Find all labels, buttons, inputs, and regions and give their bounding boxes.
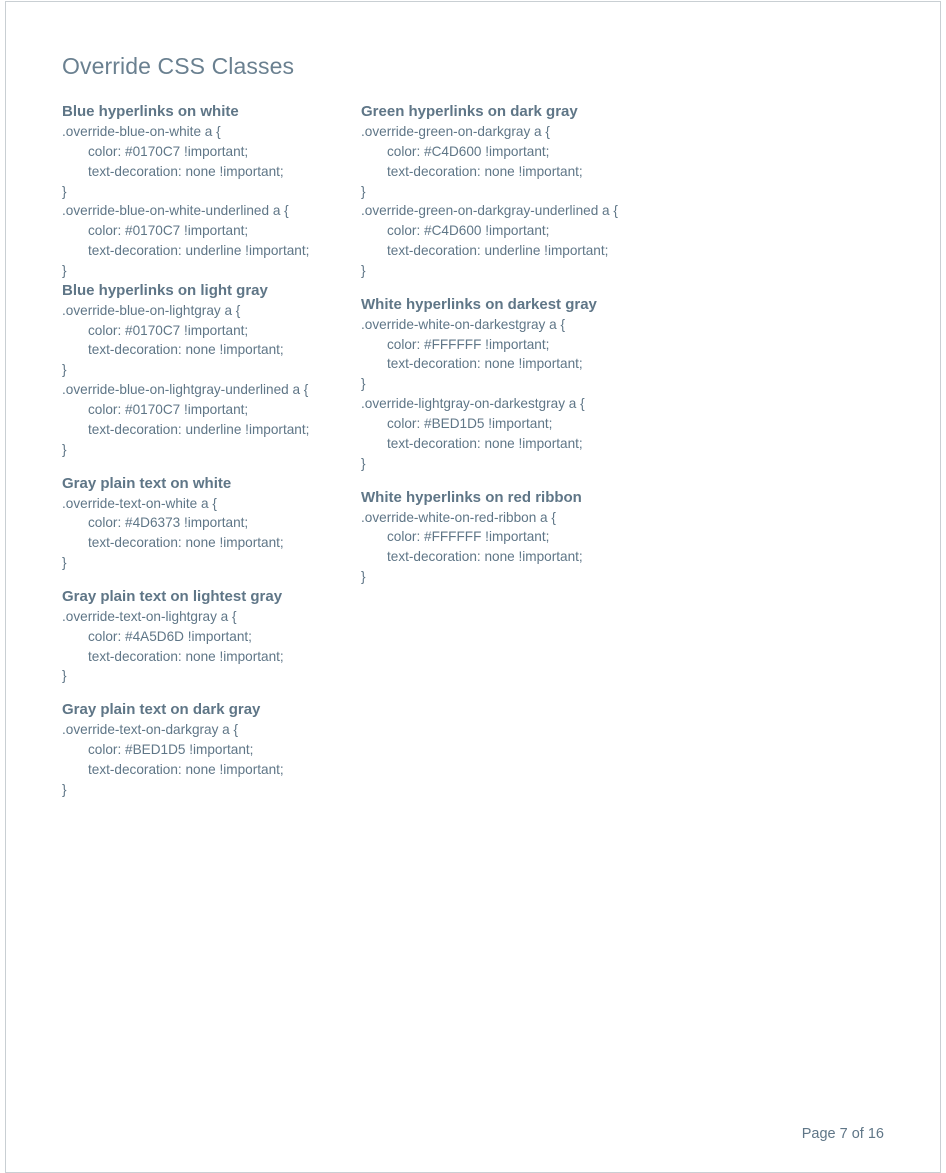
- section-gap: [361, 474, 661, 488]
- section-white-on-darkestgray: [361, 295, 661, 474]
- section-text-on-darkgray: [62, 700, 352, 799]
- css-property: text-decoration: none !important;: [88, 163, 284, 179]
- css-close-brace: }: [361, 376, 366, 392]
- section-gap: [62, 686, 352, 700]
- css-property: color: #C4D600 !important;: [387, 223, 550, 239]
- section-heading: Blue hyperlinks on light gray: [62, 281, 268, 299]
- section-heading: White hyperlinks on darkest gray: [361, 295, 597, 313]
- section-heading: Blue hyperlinks on white: [62, 103, 239, 120]
- css-property: text-decoration: none !important;: [88, 342, 284, 358]
- css-property: text-decoration: none !important;: [387, 356, 583, 372]
- css-close-brace: }: [62, 555, 67, 571]
- css-selector: .override-text-on-darkgray a {: [62, 722, 239, 738]
- page-title: Override CSS Classes: [62, 53, 295, 79]
- section-green-on-darkgray: [361, 102, 661, 281]
- css-property: color: #FFFFFF !important;: [387, 529, 550, 545]
- css-selector: .override-lightgray-on-darkestgray a {: [361, 396, 585, 412]
- section-gap: [361, 281, 661, 295]
- css-property: color: #BED1D5 !important;: [88, 742, 254, 758]
- css-property: text-decoration: none !important;: [88, 761, 284, 777]
- css-selector: .override-text-on-lightgray a {: [62, 608, 237, 624]
- section-gap: [62, 573, 352, 587]
- css-property: text-decoration: none !important;: [88, 535, 284, 551]
- page-number: Page 7 of 16: [801, 1126, 884, 1142]
- css-property: text-decoration: underline !important;: [88, 421, 310, 437]
- css-selector: .override-green-on-darkgray a {: [361, 124, 550, 139]
- css-property: text-decoration: underline !important;: [387, 243, 609, 259]
- section-text-on-lightgray: [62, 587, 352, 686]
- left-column: [62, 102, 352, 800]
- css-property: text-decoration: none !important;: [88, 648, 284, 664]
- css-property: color: #0170C7 !important;: [88, 401, 249, 417]
- css-close-brace: }: [62, 362, 67, 378]
- css-close-brace: }: [62, 781, 67, 797]
- css-property: color: #4D6373 !important;: [88, 515, 249, 531]
- css-selector: .override-blue-on-lightgray a {: [62, 302, 241, 318]
- css-close-brace: }: [361, 262, 366, 278]
- css-property: text-decoration: none !important;: [387, 435, 583, 451]
- css-property: color: #0170C7 !important;: [88, 143, 249, 159]
- css-property: text-decoration: none !important;: [387, 549, 583, 565]
- css-close-brace: }: [62, 441, 67, 457]
- css-close-brace: }: [361, 569, 366, 585]
- css-property: color: #BED1D5 !important;: [387, 415, 553, 431]
- css-property: text-decoration: none !important;: [387, 163, 583, 179]
- css-close-brace: }: [361, 455, 366, 471]
- css-close-brace: }: [62, 262, 67, 278]
- section-heading: Gray plain text on white: [62, 474, 232, 492]
- document-page: [5, 1, 941, 1173]
- css-close-brace: }: [361, 183, 366, 199]
- section-heading: Gray plain text on dark gray: [62, 701, 261, 719]
- css-selector: .override-green-on-darkgray-underlined a {: [361, 203, 618, 219]
- css-selector: .override-white-on-red-ribbon a {: [361, 509, 556, 525]
- css-close-brace: }: [62, 183, 67, 199]
- css-property: color: #0170C7 !important;: [88, 223, 249, 239]
- section-text-on-white: [62, 474, 352, 573]
- css-selector: .override-text-on-white a {: [62, 495, 217, 511]
- right-column: [361, 102, 661, 587]
- section-heading: Green hyperlinks on dark gray: [361, 103, 578, 120]
- section-blue-on-white: [62, 102, 352, 281]
- css-property: color: #FFFFFF !important;: [387, 336, 550, 352]
- css-selector: .override-blue-on-white-underlined a {: [62, 203, 289, 219]
- section-white-on-red-ribbon: [361, 488, 661, 587]
- section-heading: Gray plain text on lightest gray: [62, 587, 283, 605]
- section-heading: White hyperlinks on red ribbon: [361, 488, 582, 506]
- section-gap: [62, 460, 352, 474]
- css-property: color: #C4D600 !important;: [387, 143, 550, 159]
- css-property: color: #0170C7 !important;: [88, 322, 249, 338]
- css-selector: .override-white-on-darkestgray a {: [361, 316, 565, 332]
- css-property: text-decoration: underline !important;: [88, 243, 310, 259]
- css-selector: .override-blue-on-white a {: [62, 124, 221, 139]
- css-property: color: #4A5D6D !important;: [88, 628, 252, 644]
- css-close-brace: }: [62, 668, 67, 684]
- section-blue-on-lightgray: [62, 281, 352, 460]
- css-selector: .override-blue-on-lightgray-underlined a {: [62, 382, 309, 398]
